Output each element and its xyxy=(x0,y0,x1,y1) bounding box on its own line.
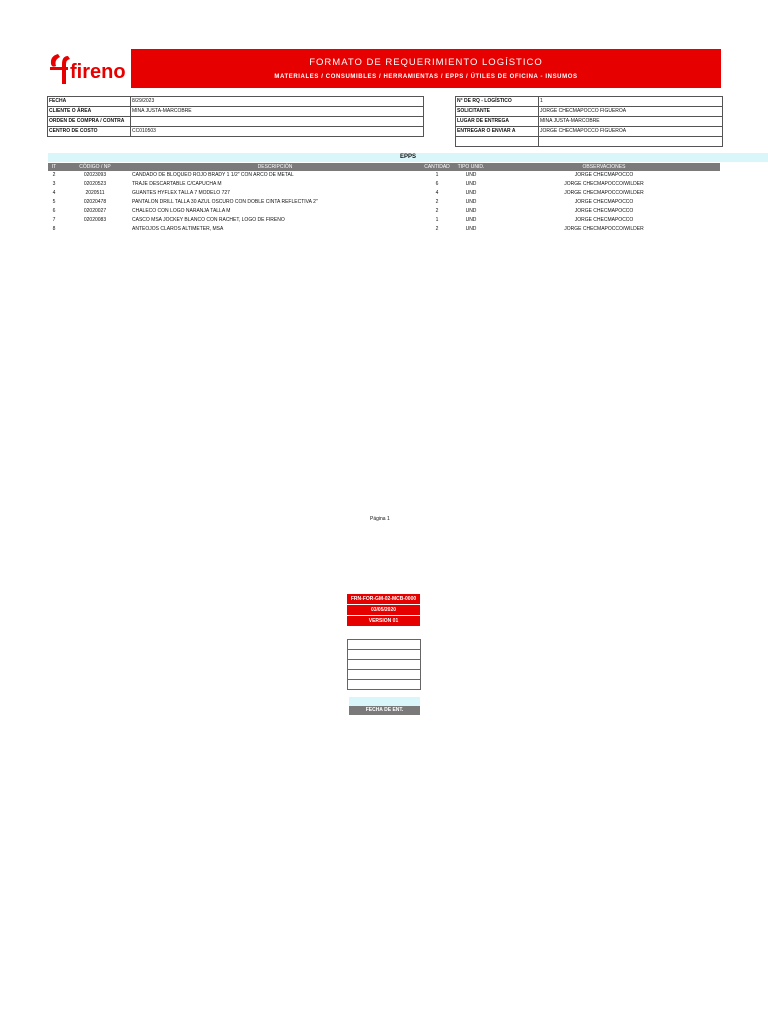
info-label: LUGAR DE ENTREGA xyxy=(456,117,539,127)
info-value: 1 xyxy=(539,97,723,107)
cell-observations: JORGE CHECMAPOCCO/WILDER xyxy=(564,226,644,232)
cell-observations: JORGE CHECMAPOCCO xyxy=(574,172,634,178)
fireno-logo xyxy=(48,50,130,90)
cell-observations: JORGE CHECMAPOCCO xyxy=(574,199,634,205)
table-row xyxy=(48,207,720,216)
cell-observations: JORGE CHECMAPOCCO xyxy=(574,208,634,214)
delivery-date-label: FECHA DE ENT. xyxy=(349,706,420,715)
cell-unit: UND xyxy=(465,208,477,214)
cell-it: 2 xyxy=(52,172,56,178)
table-row xyxy=(48,180,720,189)
cell-quantity: 2 xyxy=(435,208,439,214)
document-version: VERSION 01 xyxy=(347,616,420,627)
cell-code: 02020478 xyxy=(83,199,107,205)
cell-description: CASCO MSA JOCKEY BLANCO CON RACHET, LOGO DE FIRENO xyxy=(132,217,285,223)
epps-section-title: EPPS xyxy=(48,153,768,162)
cell-code: 02020523 xyxy=(83,181,107,187)
info-label: N° DE RQ - LOGÍSTICO xyxy=(456,97,539,107)
svg-text:fireno: fireno xyxy=(70,61,126,83)
info-row-lugar xyxy=(456,117,723,127)
info-value: JORGE CHECMAPOCCO FIGUEROA xyxy=(539,127,723,137)
info-row-rq xyxy=(456,97,723,107)
info-value xyxy=(539,137,723,147)
info-label xyxy=(456,137,539,147)
col-code: CÓDIGO / NP xyxy=(60,163,130,171)
info-value: JORGE CHECMAPOCCO FIGUEROA xyxy=(539,107,723,117)
cell-unit: UND xyxy=(465,190,477,196)
cell-quantity: 1 xyxy=(435,172,439,178)
info-value xyxy=(131,117,424,127)
request-info-left xyxy=(47,96,424,137)
cell-code: 2020511 xyxy=(85,190,105,196)
cell-quantity: 2 xyxy=(435,226,439,232)
cell-quantity: 6 xyxy=(435,181,439,187)
cell-quantity: 4 xyxy=(435,190,439,196)
info-row-solicitante xyxy=(456,107,723,117)
cell-description: PANTALON DRILL TALLA 30 AZUL OSCURO CON DOBLE CINTA REFLECTIVA 2" xyxy=(132,199,318,205)
info-label: CENTRO DE COSTO xyxy=(48,127,131,137)
table-row xyxy=(48,171,720,180)
cell-description: GUANTES HYFLEX TALLA 7 MODELO 727 xyxy=(132,190,230,196)
cell-quantity: 1 xyxy=(435,217,439,223)
cell-code xyxy=(60,225,130,234)
document-code: FRN-FOR-GM-02-MCB-0000 xyxy=(347,594,420,605)
cell-it: 6 xyxy=(52,208,56,214)
info-value: CC010503 xyxy=(131,127,424,137)
info-label: SOLICITANTE xyxy=(456,107,539,117)
cell-code: 02020027 xyxy=(83,208,107,214)
cell-unit: UND xyxy=(465,199,477,205)
info-label: CLIENTE O ÁREA xyxy=(48,107,131,117)
info-label: ORDEN DE COMPRA / CONTRA xyxy=(48,117,131,127)
document-code-box xyxy=(347,594,420,627)
header-banner xyxy=(131,49,721,88)
info-row-fecha xyxy=(48,97,424,107)
cell-unit: UND xyxy=(465,217,477,223)
cell-code: 02020083 xyxy=(83,217,107,223)
cell-unit: UND xyxy=(465,181,477,187)
col-observations: OBSERVACIONES xyxy=(488,163,720,171)
epps-table-header xyxy=(48,163,720,171)
table-row xyxy=(48,189,720,198)
cell-it: 3 xyxy=(52,181,56,187)
table-row xyxy=(48,198,720,207)
request-info-right xyxy=(455,96,723,147)
col-quantity: CANTIDAD xyxy=(420,163,454,171)
cell-observations: JORGE CHECMAPOCCO/WILDER xyxy=(564,181,644,187)
cell-it: 5 xyxy=(52,199,56,205)
table-row xyxy=(48,216,720,225)
cell-description: CHALECO CON LOGO NARANJA TALLA M xyxy=(132,208,231,214)
cell-it: 7 xyxy=(52,217,56,223)
cell-code: 02023093 xyxy=(83,172,107,178)
col-description: DESCRIPCIÓN xyxy=(130,163,420,171)
col-it: IT xyxy=(48,163,60,171)
info-row-centro-costo xyxy=(48,127,424,137)
info-value: 8/29/2023 xyxy=(131,97,424,107)
cell-description: CANDADO DE BLOQUEO ROJO BRADY 1 1/2" CON ARCO DE METAL xyxy=(132,172,294,178)
document-date: 03/05/2020 xyxy=(347,605,420,616)
cell-unit: UND xyxy=(465,172,477,178)
cell-quantity: 2 xyxy=(435,199,439,205)
form-title: FORMATO DE REQUERIMIENTO LOGÍSTICO xyxy=(309,57,543,68)
page-number: Página 1 xyxy=(370,516,390,522)
cell-it: 4 xyxy=(52,190,56,196)
info-row-entregar xyxy=(456,127,723,137)
cell-it: 8 xyxy=(52,226,56,232)
cell-unit: UND xyxy=(465,226,477,232)
cell-description: TRAJE DESCARTABLE C/CAPUCHA M xyxy=(132,181,222,187)
cell-description: ANTEOJOS CLAROS ALTIMETER, MSA xyxy=(132,226,224,232)
epps-table xyxy=(48,163,720,234)
info-row-empty xyxy=(456,137,723,147)
info-value: MINA JUSTA-MARCOBRE xyxy=(539,117,723,127)
info-row-orden xyxy=(48,117,424,127)
form-subtitle: MATERIALES / CONSUMIBLES / HERRAMIENTAS / EPPS / ÚTILES DE OFICINA - INSUMOS xyxy=(274,74,578,80)
info-row-cliente xyxy=(48,107,424,117)
cell-observations: JORGE CHECMAPOCCO xyxy=(574,217,634,223)
info-label: FECHA xyxy=(48,97,131,107)
cell-observations: JORGE CHECMAPOCCO/WILDER xyxy=(564,190,644,196)
delivery-date-field xyxy=(349,697,420,706)
info-label: ENTREGAR O ENVIAR A xyxy=(456,127,539,137)
table-row xyxy=(48,225,720,234)
info-value: MINA JUSTA-MARCOBRE xyxy=(131,107,424,117)
blank-field xyxy=(347,679,421,690)
col-unit: TIPO UNID. xyxy=(454,163,488,171)
